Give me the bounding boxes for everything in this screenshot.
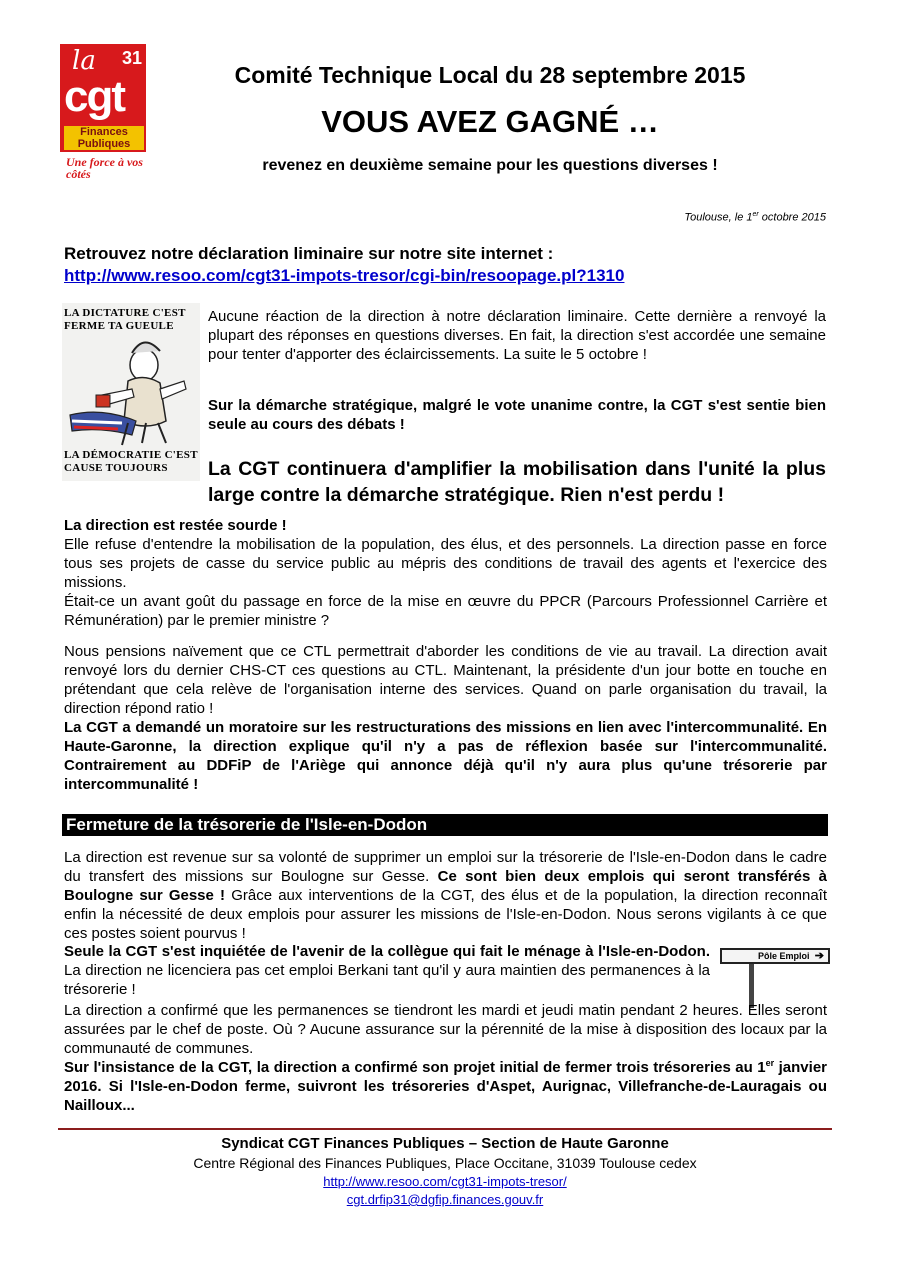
dateline-prefix: Toulouse, le 1 — [684, 211, 753, 224]
paragraph-text: Elle refuse d'entendre la mobilisation de la population, des élus, et des personnels. La direction passe en force tous ses projets de casse du service public au mépris des conditions de travail des agents et l'exercice des missions. — [64, 536, 827, 591]
logo-finances: Finances Publiques — [64, 126, 144, 150]
logo-cgt: cgt — [64, 72, 124, 121]
paragraph-text: Grâce aux interventions de la CGT, des élus et de la population, la direction reconnaît enfin la nécessité de deux emplois pour assurer les missions de l'Isle-en-Dodon. Nous serons vigilants à ce que ces postes soient pourvus ! — [64, 887, 827, 942]
paragraph-bold: Seule la CGT s'est inquiétée de l'avenir de la collègue qui fait le ménage à l'Isle-en-Dodon. — [64, 943, 710, 960]
paragraph-text: Sur l'insistance de la CGT, la direction a confirmé son projet initial de fermer trois trésoreries au 1 — [64, 1059, 766, 1076]
paragraph-heading: La direction est restée sourde ! — [64, 517, 287, 534]
footer-address: Centre Régional des Finances Publiques, Place Occitane, 31039 Toulouse cedex — [193, 1155, 697, 1171]
document-title: Comité Technique Local du 28 septembre 2015 — [234, 62, 746, 88]
declaration-link[interactable]: http://www.resoo.com/cgt31-impots-tresor/cgi-bin/resoopage.pl?1310 — [64, 266, 625, 285]
dateline-sup: er — [752, 211, 759, 218]
cartoon-caption-bottom: LA DÉMOCRATIE C'EST CAUSE TOUJOURS — [64, 449, 198, 474]
cgt-logo — [60, 44, 146, 180]
declaration-block — [64, 243, 624, 287]
paragraph-mobilisation: La CGT continuera d'amplifier la mobilisation dans l'unité la plus large contre la démarche stratégique. Rien n'est perdu ! — [208, 458, 826, 506]
paragraph-reaction: Aucune réaction de la direction à notre déclaration liminaire. Cette dernière a renvoyé la plupart des réponses en questions diverses. En fait, la direction s'est accordée une semaine pour tenter d'apporter des éclaircissements. La suite le 5 octobre ! — [208, 308, 826, 363]
footer-email-link[interactable]: cgt.drfip31@dgfip.finances.gouv.fr — [346, 1192, 544, 1207]
paragraph-text: Était-ce un avant goût du passage en force de la mise en œuvre du PPCR (Parcours Professionnel Carrière et Rémunération) par le premier ministre ? — [64, 593, 827, 629]
logo-slogan: Une force à vos côtés — [66, 155, 143, 181]
paragraph-bold: Ce sont bien deux emplois qui seront transférés à Boulogne sur Gesse ! — [64, 868, 827, 904]
sign-label: Pôle Emploi — [758, 951, 810, 961]
footer — [58, 1134, 832, 1209]
paragraph-permanences: La direction a confirmé que les permanences se tiendront les mardi et jeudi matin pendant 2 heures. Elles seront assurées par le chef de poste. Où ? Aucune assurance sur la pérennité de la mise à disposition des locaux par la communauté de communes. — [64, 1002, 827, 1057]
paragraph-bold: La CGT a demandé un moratoire sur les restructurations des missions en lien avec l'intercommunalité. En Haute-Garonne, la direction explique qu'il n'y a pas de réflexion basée sur l'intercommunalité. Contrairement au DDFiP de l'Ariège qui annonce déjà qu'il n'y aura plus qu'une trésorerie par intercommunalité ! — [64, 719, 827, 793]
footer-divider — [58, 1128, 832, 1130]
footer-org: Syndicat CGT Finances Publiques – Section de Haute Garonne — [221, 1135, 669, 1152]
paragraph-text: La direction ne licenciera pas cet emploi Berkani tant qu'il y aura maintien des permanences à la trésorerie ! — [64, 962, 710, 998]
paragraph-text: Nous pensions naïvement que ce CTL permettrait d'aborder les conditions de vie au travail. La direction avait renvoyé lors du dernier CHS-CT ces questions au CTL. Maintenant, la présidente d'un jour botte en touche en prétendant que cela relève de l'organisation interne des services. Quand on parle organisation du travail, la direction répond ratio ! — [64, 643, 827, 717]
paragraph-strategy: Sur la démarche stratégique, malgré le vote unanime contre, la CGT s'est sentie bien seule au cours des débats ! — [208, 397, 826, 433]
logo-la: la — [72, 46, 96, 76]
sign-board — [720, 948, 830, 964]
declaration-text: Retrouvez notre déclaration liminaire sur notre site internet : — [64, 244, 554, 263]
dateline — [560, 211, 826, 224]
subtitle: revenez en deuxième semaine pour les questions diverses ! — [262, 157, 718, 174]
paragraph-ctl — [64, 642, 827, 794]
cartoon-caption-top: LA DICTATURE C'EST FERME TA GUEULE — [64, 307, 186, 332]
paragraph-menage — [64, 942, 710, 999]
section-heading: Fermeture de la trésorerie de l'Isle-en-Dodon — [66, 815, 428, 834]
paragraph-fermetures — [64, 1058, 827, 1115]
headline: VOUS AVEZ GAGNÉ … — [321, 104, 659, 139]
paragraph-text: La direction est revenue sur sa volonté de supprimer un emploi sur la trésorerie de l'Isle-en-Dodon dans le cadre du transfert des missions sur Boulogne sur Gesse. — [64, 849, 827, 885]
paragraph-direction-sourde — [64, 516, 827, 630]
cartoon-image — [62, 303, 200, 481]
paragraph-sup: er — [765, 1058, 775, 1068]
logo-number: 31 — [121, 48, 142, 68]
arrow-right-icon: ➔ — [814, 950, 824, 962]
footer-website-link[interactable]: http://www.resoo.com/cgt31-impots-tresor/ — [323, 1174, 567, 1189]
paragraph-emplois — [64, 848, 827, 943]
paragraph-text: janvier 2016. Si l'Isle-en-Dodon ferme, suivront les trésoreries d'Aspet, Aurignac, Villefranche-de-Lauragais ou Nailloux... — [64, 1059, 828, 1114]
dateline-suffix: octobre 2015 — [758, 211, 826, 224]
